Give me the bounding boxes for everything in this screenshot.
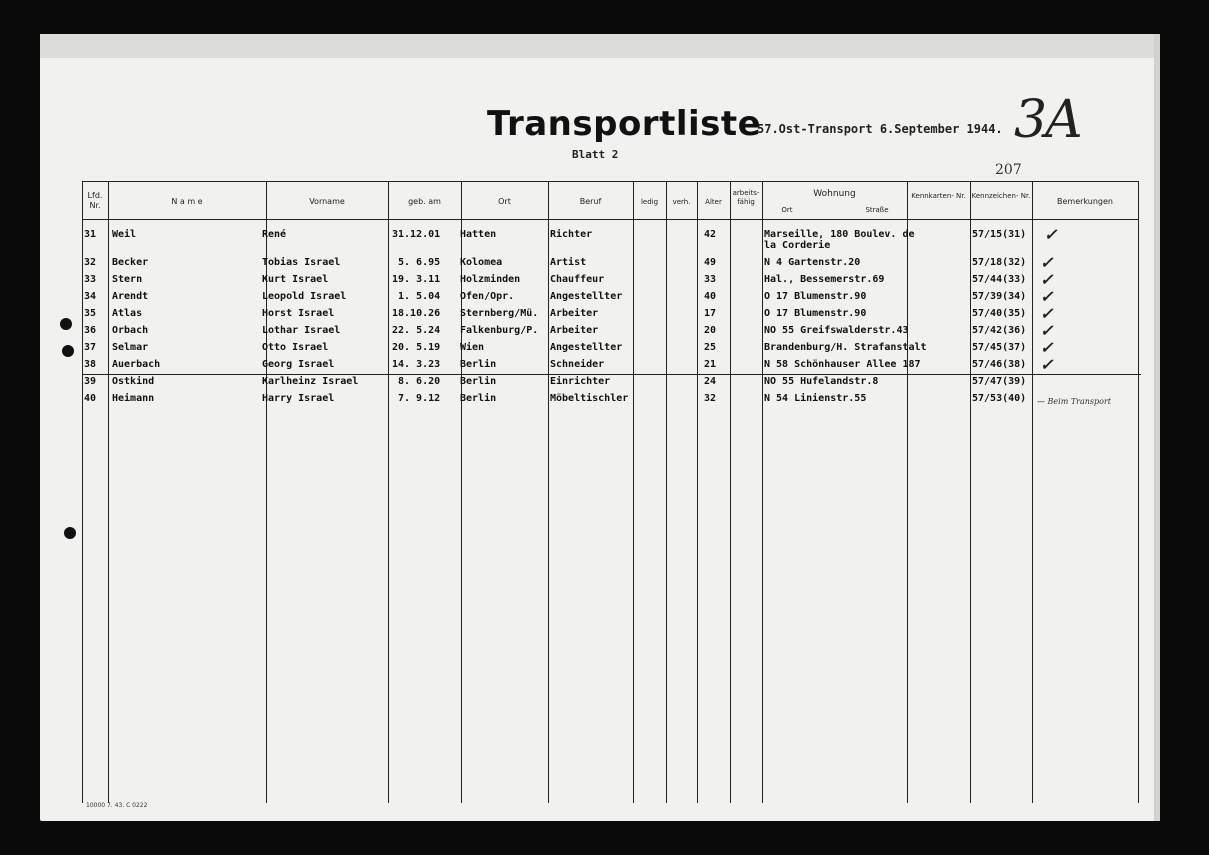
- table-row: [82, 338, 1139, 359]
- header-name: N a m e: [171, 197, 203, 206]
- checkmark-icon: ✓: [1040, 253, 1054, 272]
- row-alter: 21: [704, 359, 717, 370]
- row-vorname: Lothar Israel: [262, 325, 341, 336]
- row-name: Selmar: [112, 342, 149, 353]
- table-row: [82, 287, 1139, 308]
- row-nr: 33: [84, 274, 97, 285]
- document-sheet: [40, 34, 1160, 821]
- row-vorname: Karlheinz Israel: [262, 376, 359, 387]
- header-wohnung-strasse: Straße: [865, 206, 889, 214]
- row-vorname: Otto Israel: [262, 342, 329, 353]
- row-ort: Hatten: [460, 229, 497, 240]
- row-alter: 33: [704, 274, 717, 285]
- strike-line: [82, 374, 1141, 375]
- row-kennzeichen: 57/46(38): [972, 359, 1027, 370]
- row-geb: 14. 3.23: [392, 359, 441, 370]
- row-wohnung: Brandenburg/H. Strafanstalt: [764, 342, 927, 353]
- row-name: Heimann: [112, 393, 155, 404]
- document-subtitle: 57.Ost-Transport 6.September 1944.: [757, 122, 1003, 136]
- table-row: [82, 270, 1139, 291]
- row-geb: 19. 3.11: [392, 274, 441, 285]
- row-name: Ostkind: [112, 376, 155, 387]
- row-ort: Wien: [460, 342, 485, 353]
- handwritten-mark: 3A: [1014, 90, 1081, 150]
- row-alter: 40: [704, 291, 717, 302]
- punch-hole: [62, 345, 74, 357]
- header-ort: Ort: [498, 197, 511, 206]
- row-wohnung: N 54 Linienstr.55: [764, 393, 867, 404]
- row-nr: 39: [84, 376, 97, 387]
- header-arbeitsfaehig: arbeits- fähig: [732, 189, 760, 206]
- row-ort: Kolomea: [460, 257, 503, 268]
- checkmark-icon: ✓: [1040, 355, 1054, 374]
- table-row: [82, 376, 1139, 393]
- row-kennzeichen: 57/15(31): [972, 229, 1027, 240]
- row-vorname: Georg Israel: [262, 359, 335, 370]
- header-geb-am: geb. am: [408, 197, 441, 206]
- checkmark-icon: ✓: [1040, 304, 1054, 323]
- row-vorname: Tobias Israel: [262, 257, 341, 268]
- row-ort: Falkenburg/P.: [460, 325, 539, 336]
- document-title: Transportliste: [487, 104, 762, 144]
- page-number: 207: [995, 162, 1022, 178]
- row-geb: 1. 5.04: [398, 291, 441, 302]
- row-ort: Sternberg/Mü.: [460, 308, 539, 319]
- row-name: Orbach: [112, 325, 149, 336]
- row-beruf: Artist: [550, 257, 587, 268]
- row-wohnung: Marseille, 180 Boulev. de la Corderie: [764, 229, 915, 251]
- header-ledig: ledig: [640, 198, 659, 206]
- row-beruf: Arbeiter: [550, 325, 599, 336]
- row-geb: 18.10.26: [392, 308, 441, 319]
- row-wohnung: NO 55 Hufelandstr.8: [764, 376, 879, 387]
- sheet-right-edge: [1154, 34, 1160, 821]
- row-alter: 24: [704, 376, 717, 387]
- row-vorname: Leopold Israel: [262, 291, 347, 302]
- row-beruf: Schneider: [550, 359, 605, 370]
- row-wohnung: Hal., Bessemerstr.69: [764, 274, 885, 285]
- row-nr: 38: [84, 359, 97, 370]
- row-name: Arendt: [112, 291, 149, 302]
- row-nr: 40: [84, 393, 97, 404]
- header-kennzeichen-nr: Kennzeichen- Nr.: [971, 192, 1031, 200]
- header-beruf: Beruf: [579, 197, 602, 206]
- row-vorname: Kurt Israel: [262, 274, 329, 285]
- row-wohnung: N 58 Schönhauser Allee 187: [764, 359, 921, 370]
- row-name: Atlas: [112, 308, 143, 319]
- header-bemerkungen: Bemerkungen: [1056, 197, 1113, 206]
- row-nr: 32: [84, 257, 97, 268]
- header-verh: verh.: [672, 198, 691, 206]
- header-wohnung-ort: Ort: [781, 206, 793, 214]
- header-wohnung: Wohnung: [813, 189, 856, 199]
- row-vorname: Horst Israel: [262, 308, 335, 319]
- punch-hole: [64, 527, 76, 539]
- checkmark-icon: ✓: [1040, 338, 1054, 357]
- table-header-rule: [82, 219, 1139, 220]
- row-ort: Berlin: [460, 359, 497, 370]
- table-row: [82, 225, 1139, 251]
- row-ort: Ofen/Opr.: [460, 291, 515, 302]
- row-kennzeichen: 57/18(32): [972, 257, 1027, 268]
- row-geb: 8. 6.20: [398, 376, 441, 387]
- row-wohnung: O 17 Blumenstr.90: [764, 291, 867, 302]
- row-nr: 31: [84, 229, 97, 240]
- checkmark-icon: ✓: [1040, 321, 1054, 340]
- row-alter: 32: [704, 393, 717, 404]
- row-name: Auerbach: [112, 359, 161, 370]
- row-beruf: Arbeiter: [550, 308, 599, 319]
- row-beruf: Richter: [550, 229, 593, 240]
- row-beruf: Möbeltischler: [550, 393, 629, 404]
- row-name: Weil: [112, 229, 137, 240]
- row-ort: Berlin: [460, 376, 497, 387]
- row-nr: 36: [84, 325, 97, 336]
- checkmark-icon: ✓: [1044, 225, 1058, 244]
- row-kennzeichen: 57/45(37): [972, 342, 1027, 353]
- sheet-top-edge: [40, 34, 1160, 58]
- row-geb: 7. 9.12: [398, 393, 441, 404]
- row-beruf: Chauffeur: [550, 274, 605, 285]
- row-vorname: René: [262, 229, 287, 240]
- row-kennzeichen: 57/39(34): [972, 291, 1027, 302]
- header-alter: Alter: [705, 198, 722, 206]
- row-alter: 20: [704, 325, 717, 336]
- punch-hole: [60, 318, 72, 330]
- row-alter: 42: [704, 229, 717, 240]
- transport-table: [82, 181, 1139, 803]
- row-ort: Holzminden: [460, 274, 521, 285]
- handwritten-remark: — Beim Transport: [1037, 397, 1112, 406]
- row-nr: 37: [84, 342, 97, 353]
- row-wohnung: N 4 Gartenstr.20: [764, 257, 861, 268]
- row-geb: 5. 6.95: [398, 257, 441, 268]
- table-row: [82, 393, 1139, 410]
- checkmark-icon: ✓: [1040, 287, 1054, 306]
- table-top-rule: [82, 181, 1139, 182]
- row-wohnung: NO 55 Greifswalderstr.43: [764, 325, 909, 336]
- row-beruf: Angestellter: [550, 342, 623, 353]
- table-row: [82, 253, 1139, 274]
- row-vorname: Harry Israel: [262, 393, 335, 404]
- checkmark-icon: ✓: [1040, 270, 1054, 289]
- row-name: Stern: [112, 274, 143, 285]
- sheet-label: Blatt 2: [572, 148, 619, 161]
- row-wohnung: O 17 Blumenstr.90: [764, 308, 867, 319]
- row-kennzeichen: 57/40(35): [972, 308, 1027, 319]
- row-geb: 20. 5.19: [392, 342, 441, 353]
- row-kennzeichen: 57/44(33): [972, 274, 1027, 285]
- row-kennzeichen: 57/47(39): [972, 376, 1027, 387]
- row-beruf: Einrichter: [550, 376, 611, 387]
- row-alter: 49: [704, 257, 717, 268]
- table-row: [82, 304, 1139, 325]
- row-kennzeichen: 57/53(40): [972, 393, 1027, 404]
- table-row: [82, 321, 1139, 342]
- header-kennkarten-nr: Kennkarten- Nr.: [911, 192, 966, 200]
- row-geb: 31.12.01: [392, 229, 441, 240]
- form-code: 10000 7. 43. C 0222: [86, 802, 148, 809]
- row-name: Becker: [112, 257, 149, 268]
- header-vorname: Vorname: [309, 197, 345, 206]
- row-kennzeichen: 57/42(36): [972, 325, 1027, 336]
- row-beruf: Angestellter: [550, 291, 623, 302]
- row-nr: 34: [84, 291, 97, 302]
- row-ort: Berlin: [460, 393, 497, 404]
- row-nr: 35: [84, 308, 97, 319]
- row-alter: 25: [704, 342, 717, 353]
- header-lfd-nr: Lfd. Nr.: [87, 191, 103, 210]
- row-alter: 17: [704, 308, 717, 319]
- row-geb: 22. 5.24: [392, 325, 441, 336]
